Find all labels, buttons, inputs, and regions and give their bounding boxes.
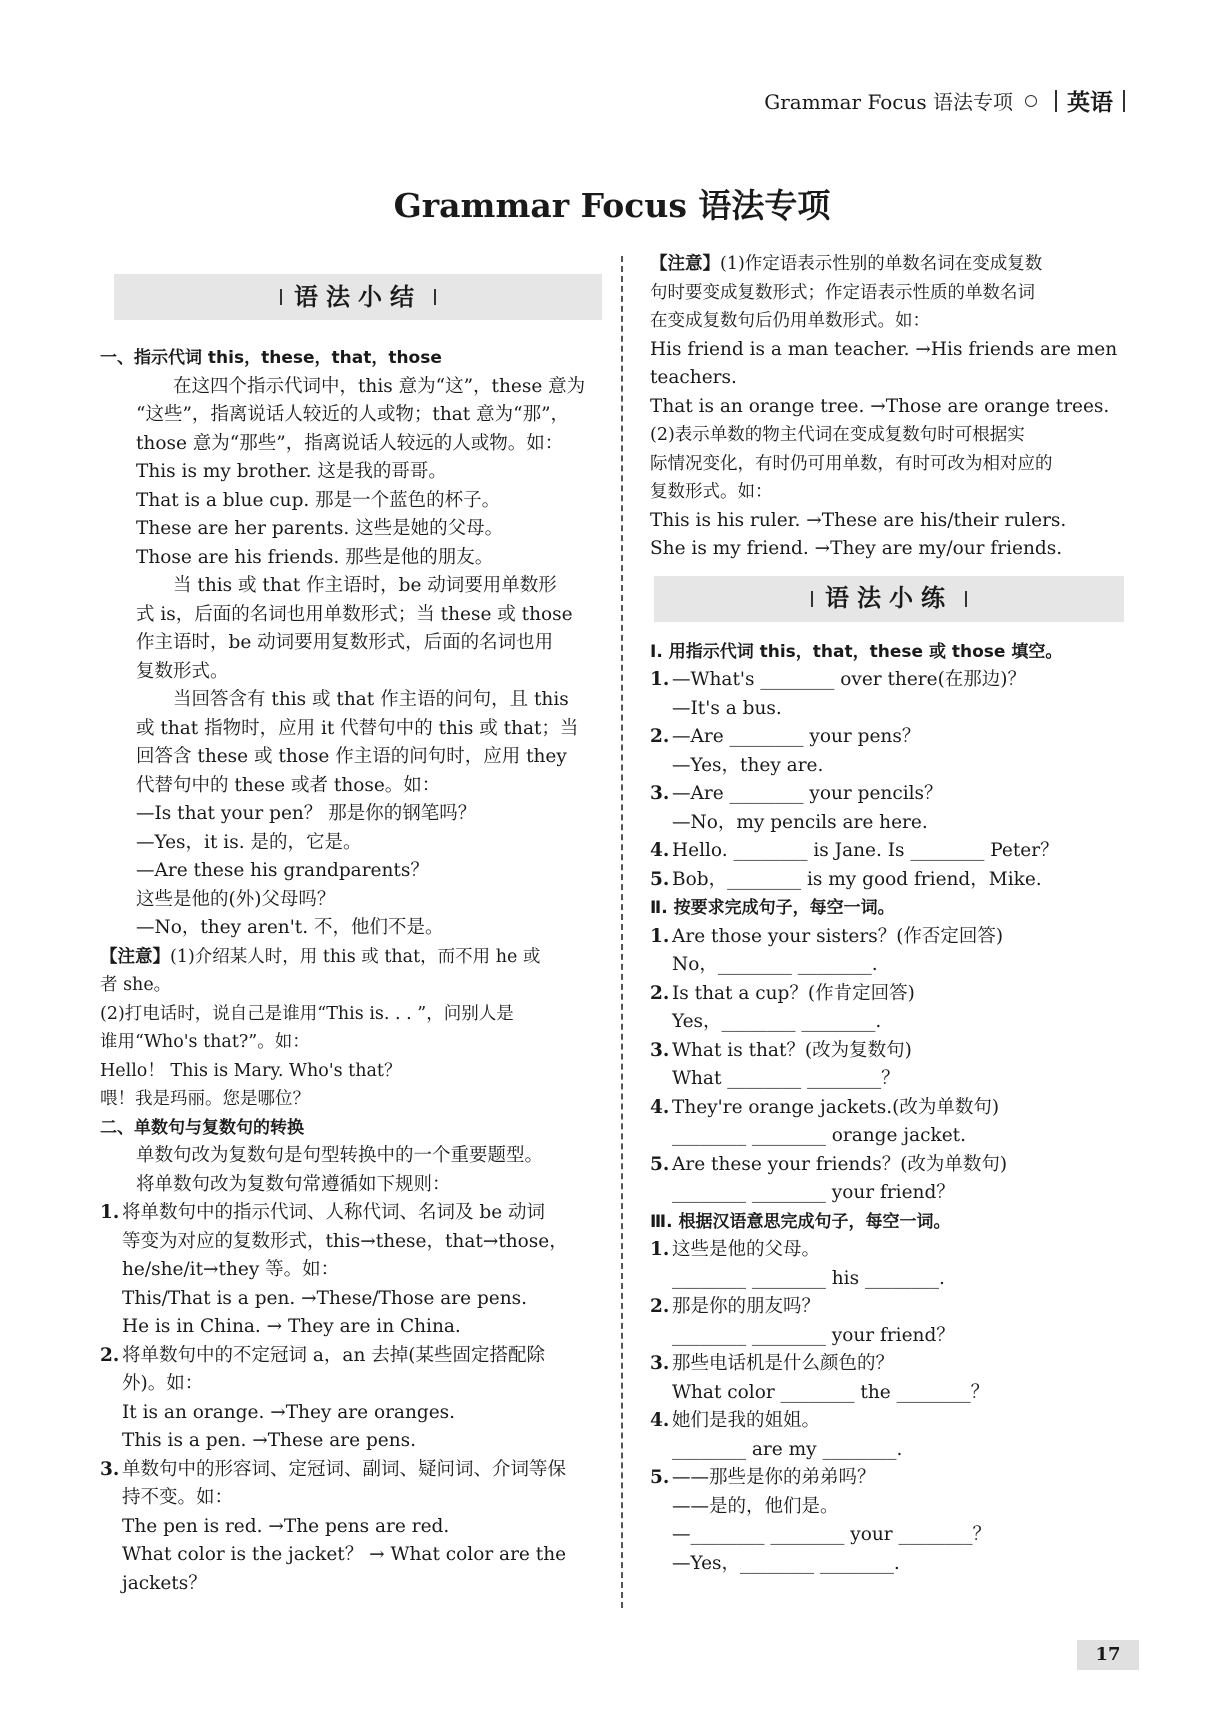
text-line: those 意为“那些”，指离说话人较远的人或物。如：: [136, 432, 564, 454]
text-line: Those are his friends. 那些是他的朋友。: [136, 546, 494, 568]
note-line: 复数形式。如：: [650, 482, 773, 502]
question-line: [650, 780, 1145, 809]
text-line: 在这四个指示代词中，this 意为“这”，these 意为: [173, 375, 586, 397]
tick-mark: [434, 289, 436, 305]
question-text: ——那些是你的弟弟吗？: [672, 1467, 876, 1488]
question-text: 她们是我的姐姐。: [672, 1410, 821, 1431]
text-line: 代替句中的 these 或者 those。如：: [136, 774, 441, 796]
text-line: This is his ruler. →These are his/their rulers.: [650, 509, 1067, 531]
note-line: (2)表示单数的物主代词在变成复数句时可根据实: [650, 425, 1025, 445]
question-number: 4.: [650, 1096, 670, 1118]
question-number: 3.: [100, 1458, 120, 1480]
text-line: The pen is red. →The pens are red.: [122, 1515, 450, 1537]
question-line: [650, 723, 1145, 752]
question-number: 3.: [650, 783, 670, 804]
text-line: teachers.: [650, 367, 737, 388]
question-text: —Are ________ your pencils？: [672, 783, 943, 804]
question-text: 这些是他的父母。: [672, 1239, 821, 1260]
question-text: 那些电话机是什么颜色的？: [672, 1353, 895, 1374]
text-line: —Yes，it is. 是的，它是。: [136, 831, 362, 853]
section-heading: Ⅲ. 根据汉语意思完成句子，每空一词。: [650, 1211, 951, 1232]
text-line: 作主语时，be 动词要用复数形式，后面的名词也用: [136, 632, 554, 653]
section-heading: Ⅱ. 按要求完成句子，每空一词。: [650, 898, 895, 918]
note-line: 句时要变成复数形式；作定语表示性质的单数名词: [650, 282, 1035, 303]
text-line: 复数形式。: [136, 660, 229, 682]
text-line: 单数句改为复数句是句型转换中的一个重要题型。: [136, 1145, 544, 1166]
text-line: What color is the jacket？ → What color are the: [122, 1544, 567, 1565]
text-line: That is an orange tree. →Those are orange trees.: [650, 395, 1110, 417]
header-title: Grammar Focus 语法专项: [764, 90, 1013, 114]
question-number: 5.: [650, 1467, 670, 1488]
exercise-body: [650, 638, 1145, 1579]
section-title: 语法小结: [294, 282, 422, 311]
tick-mark: [965, 591, 967, 607]
left-column: [100, 274, 600, 1598]
text-line: 持不变。如：: [122, 1487, 234, 1508]
question-line: [100, 1199, 600, 1228]
text-line: —No，they aren't. 不，他们不是。: [136, 917, 444, 938]
tick-mark: [811, 591, 813, 607]
question-number: 1.: [650, 669, 670, 690]
page-title: Grammar Focus 语法专项: [393, 186, 831, 225]
note-line: 在变成复数句后仍用单数形式。如：: [650, 311, 930, 331]
text-line: No，________ ________.: [672, 954, 878, 975]
header-subject: 英语: [1067, 90, 1113, 116]
right-notes: [650, 250, 1145, 564]
divider-bar: [1123, 90, 1125, 112]
text-line: —________ ________ your ________？: [672, 1524, 991, 1545]
note-line: 际情况变化，有时仍可用单数，有时可改为相对应的: [650, 453, 1053, 474]
question-text: —What's ________ over there(在那边)？: [672, 669, 1027, 690]
text-line: What color ________ the ________？: [672, 1381, 990, 1403]
text-line: —No，my pencils are here.: [672, 811, 928, 833]
section-header-summary: [114, 274, 602, 320]
question-number: 3.: [650, 1039, 670, 1061]
question-text: Bob，________ is my good friend，Mike.: [672, 868, 1042, 890]
question-line: [650, 1236, 1145, 1265]
question-line: [650, 1350, 1145, 1379]
left-text-body: [100, 344, 600, 1598]
divider-bar: [1055, 90, 1057, 112]
question-line: [650, 923, 1145, 952]
text-line: 当 this 或 that 作主语时，be 动词要用单数形: [173, 575, 557, 596]
text-line: 回答含 these 或 those 作主语的问句时，应用 they: [136, 746, 567, 767]
text-line: ________ ________ your friend？: [672, 1324, 955, 1346]
text-line: ——是的，他们是。: [672, 1495, 839, 1517]
page-number: 17: [1077, 1640, 1139, 1670]
text-line: Yes，________ ________.: [672, 1011, 882, 1032]
question-text: They're orange jackets.(改为单数句): [672, 1096, 1000, 1118]
text-line: ________ ________ his ________.: [672, 1267, 945, 1289]
text-line: She is my friend. →They are my/our friends.: [650, 538, 1063, 559]
running-header: [0, 84, 1135, 117]
text-line: 或 that 指物时，应用 it 代替句中的 this 或 that；当: [136, 717, 579, 739]
question-number: 4.: [650, 1410, 670, 1431]
question-text: Is that a cup？(作肯定回答): [672, 982, 915, 1004]
note-line: Hello！ This is Mary. Who's that？: [100, 1060, 402, 1081]
text-line: —Yes，they are.: [672, 754, 824, 776]
circle-icon: [1025, 95, 1037, 107]
question-line: [650, 1407, 1145, 1436]
question-text: —Are ________ your pens？: [672, 726, 921, 747]
note-label: 【注意】: [650, 254, 720, 274]
question-number: 3.: [650, 1353, 670, 1374]
text-line: This is a pen. →These are pens.: [122, 1430, 417, 1451]
question-line: [650, 1094, 1145, 1123]
question-text: Hello. ________ is Jane. Is ________ Peter？: [672, 840, 1059, 861]
section-heading: 二、单数句与复数句的转换: [100, 1117, 304, 1138]
text-line: “这些”，指离说话人较近的人或物；that 意为“那”，: [136, 404, 570, 425]
text-line: jackets？: [122, 1572, 207, 1594]
section-header-practice: [654, 576, 1124, 622]
text-line: His friend is a man teacher. →His friends are men: [650, 338, 1118, 360]
section-heading: 一、指示代词 this，these，that，those: [100, 348, 442, 368]
text-line: he/she/it→they 等。如：: [122, 1259, 340, 1280]
note-line: 谁用“Who's that?”。如：: [100, 1032, 310, 1052]
question-line: [650, 866, 1145, 895]
question-line: [650, 666, 1145, 695]
question-text: 将单数句中的不定冠词 a，an 去掉(某些固定搭配除: [122, 1344, 545, 1366]
text-line: It is an orange. →They are oranges.: [122, 1401, 456, 1423]
question-number: 1.: [650, 925, 670, 947]
text-line: This is my brother. 这是我的哥哥。: [136, 461, 447, 482]
text-line: 这些是他的(外)父母吗？: [136, 888, 336, 910]
text-line: 将单数句改为复数句常遵循如下规则：: [136, 1173, 451, 1195]
question-number: 2.: [650, 1296, 670, 1317]
text-line: These are her parents. 这些是她的父母。: [136, 518, 504, 539]
text-line: —It's a bus.: [672, 697, 782, 719]
tick-mark: [280, 289, 282, 305]
text-line: That is a blue cup. 那是一个蓝色的杯子。: [136, 489, 501, 511]
question-line: [650, 1464, 1145, 1493]
question-text: 单数句中的形容词、定冠词、副词、疑问词、介词等保: [122, 1458, 567, 1480]
text-line: —Is that your pen？ 那是你的钢笔吗？: [136, 803, 477, 824]
text-line: 式 is，后面的名词也用单数形式；当 these 或 those: [136, 603, 573, 625]
question-text: 那是你的朋友吗？: [672, 1296, 821, 1317]
text-line: 等变为对应的复数形式，this→these，that→those，: [122, 1230, 568, 1252]
question-number: 5.: [650, 868, 670, 890]
question-number: 2.: [650, 982, 670, 1004]
text-line: 外)。如：: [122, 1373, 204, 1394]
text-line: 当回答含有 this 或 that 作主语的问句，且 this: [173, 689, 569, 710]
text-line: ________ ________ orange jacket.: [672, 1125, 966, 1146]
question-number: 5.: [650, 1153, 670, 1175]
text-line: He is in China. → They are in China.: [122, 1316, 461, 1337]
text-line: ________ ________ your friend？: [672, 1182, 955, 1203]
right-column: [650, 250, 1145, 1578]
question-text: What is that？(改为复数句): [672, 1039, 912, 1061]
question-line: [100, 1456, 600, 1485]
note-line: 喂！我是玛丽。您是哪位？: [100, 1089, 310, 1109]
column-divider: [621, 256, 623, 1608]
note-line: 者 she。: [100, 975, 172, 995]
question-text: 将单数句中的指示代词、人称代词、名词及 be 动词: [122, 1202, 546, 1223]
question-number: 2.: [650, 726, 670, 747]
text-line: ________ are my ________.: [672, 1438, 903, 1460]
section-heading: Ⅰ. 用指示代词 this，that，these 或 those 填空。: [650, 641, 1063, 662]
question-number: 1.: [650, 1239, 670, 1260]
question-number: 4.: [650, 840, 670, 861]
question-text: Are those your sisters？(作否定回答): [672, 925, 1004, 947]
question-text: Are these your friends？(改为单数句): [672, 1153, 1008, 1175]
question-number: 1.: [100, 1202, 120, 1223]
text-line: This/That is a pen. →These/Those are pens.: [122, 1287, 528, 1309]
text-line: What ________ ________？: [672, 1068, 900, 1089]
text-line: —Are these his grandparents？: [136, 860, 429, 881]
question-number: 2.: [100, 1344, 120, 1366]
question-line: [650, 1037, 1145, 1066]
section-title: 语法小练: [825, 584, 953, 613]
note-line: (2)打电话时，说自己是谁用“This is. . . ”，问别人是: [100, 1003, 514, 1024]
note-line: 【注意】(1)作定语表示性别的单数名词在变成复数: [650, 254, 1043, 274]
text-line: —Yes，________ ________.: [672, 1552, 900, 1574]
question-line: [650, 980, 1145, 1009]
question-line: [650, 837, 1145, 866]
question-line: [650, 1151, 1145, 1180]
note-line: 【注意】(1)介绍某人时，用 this 或 that，而不用 he 或: [100, 946, 541, 967]
note-label: 【注意】: [100, 946, 170, 967]
question-line: [100, 1342, 600, 1371]
question-line: [650, 1293, 1145, 1322]
